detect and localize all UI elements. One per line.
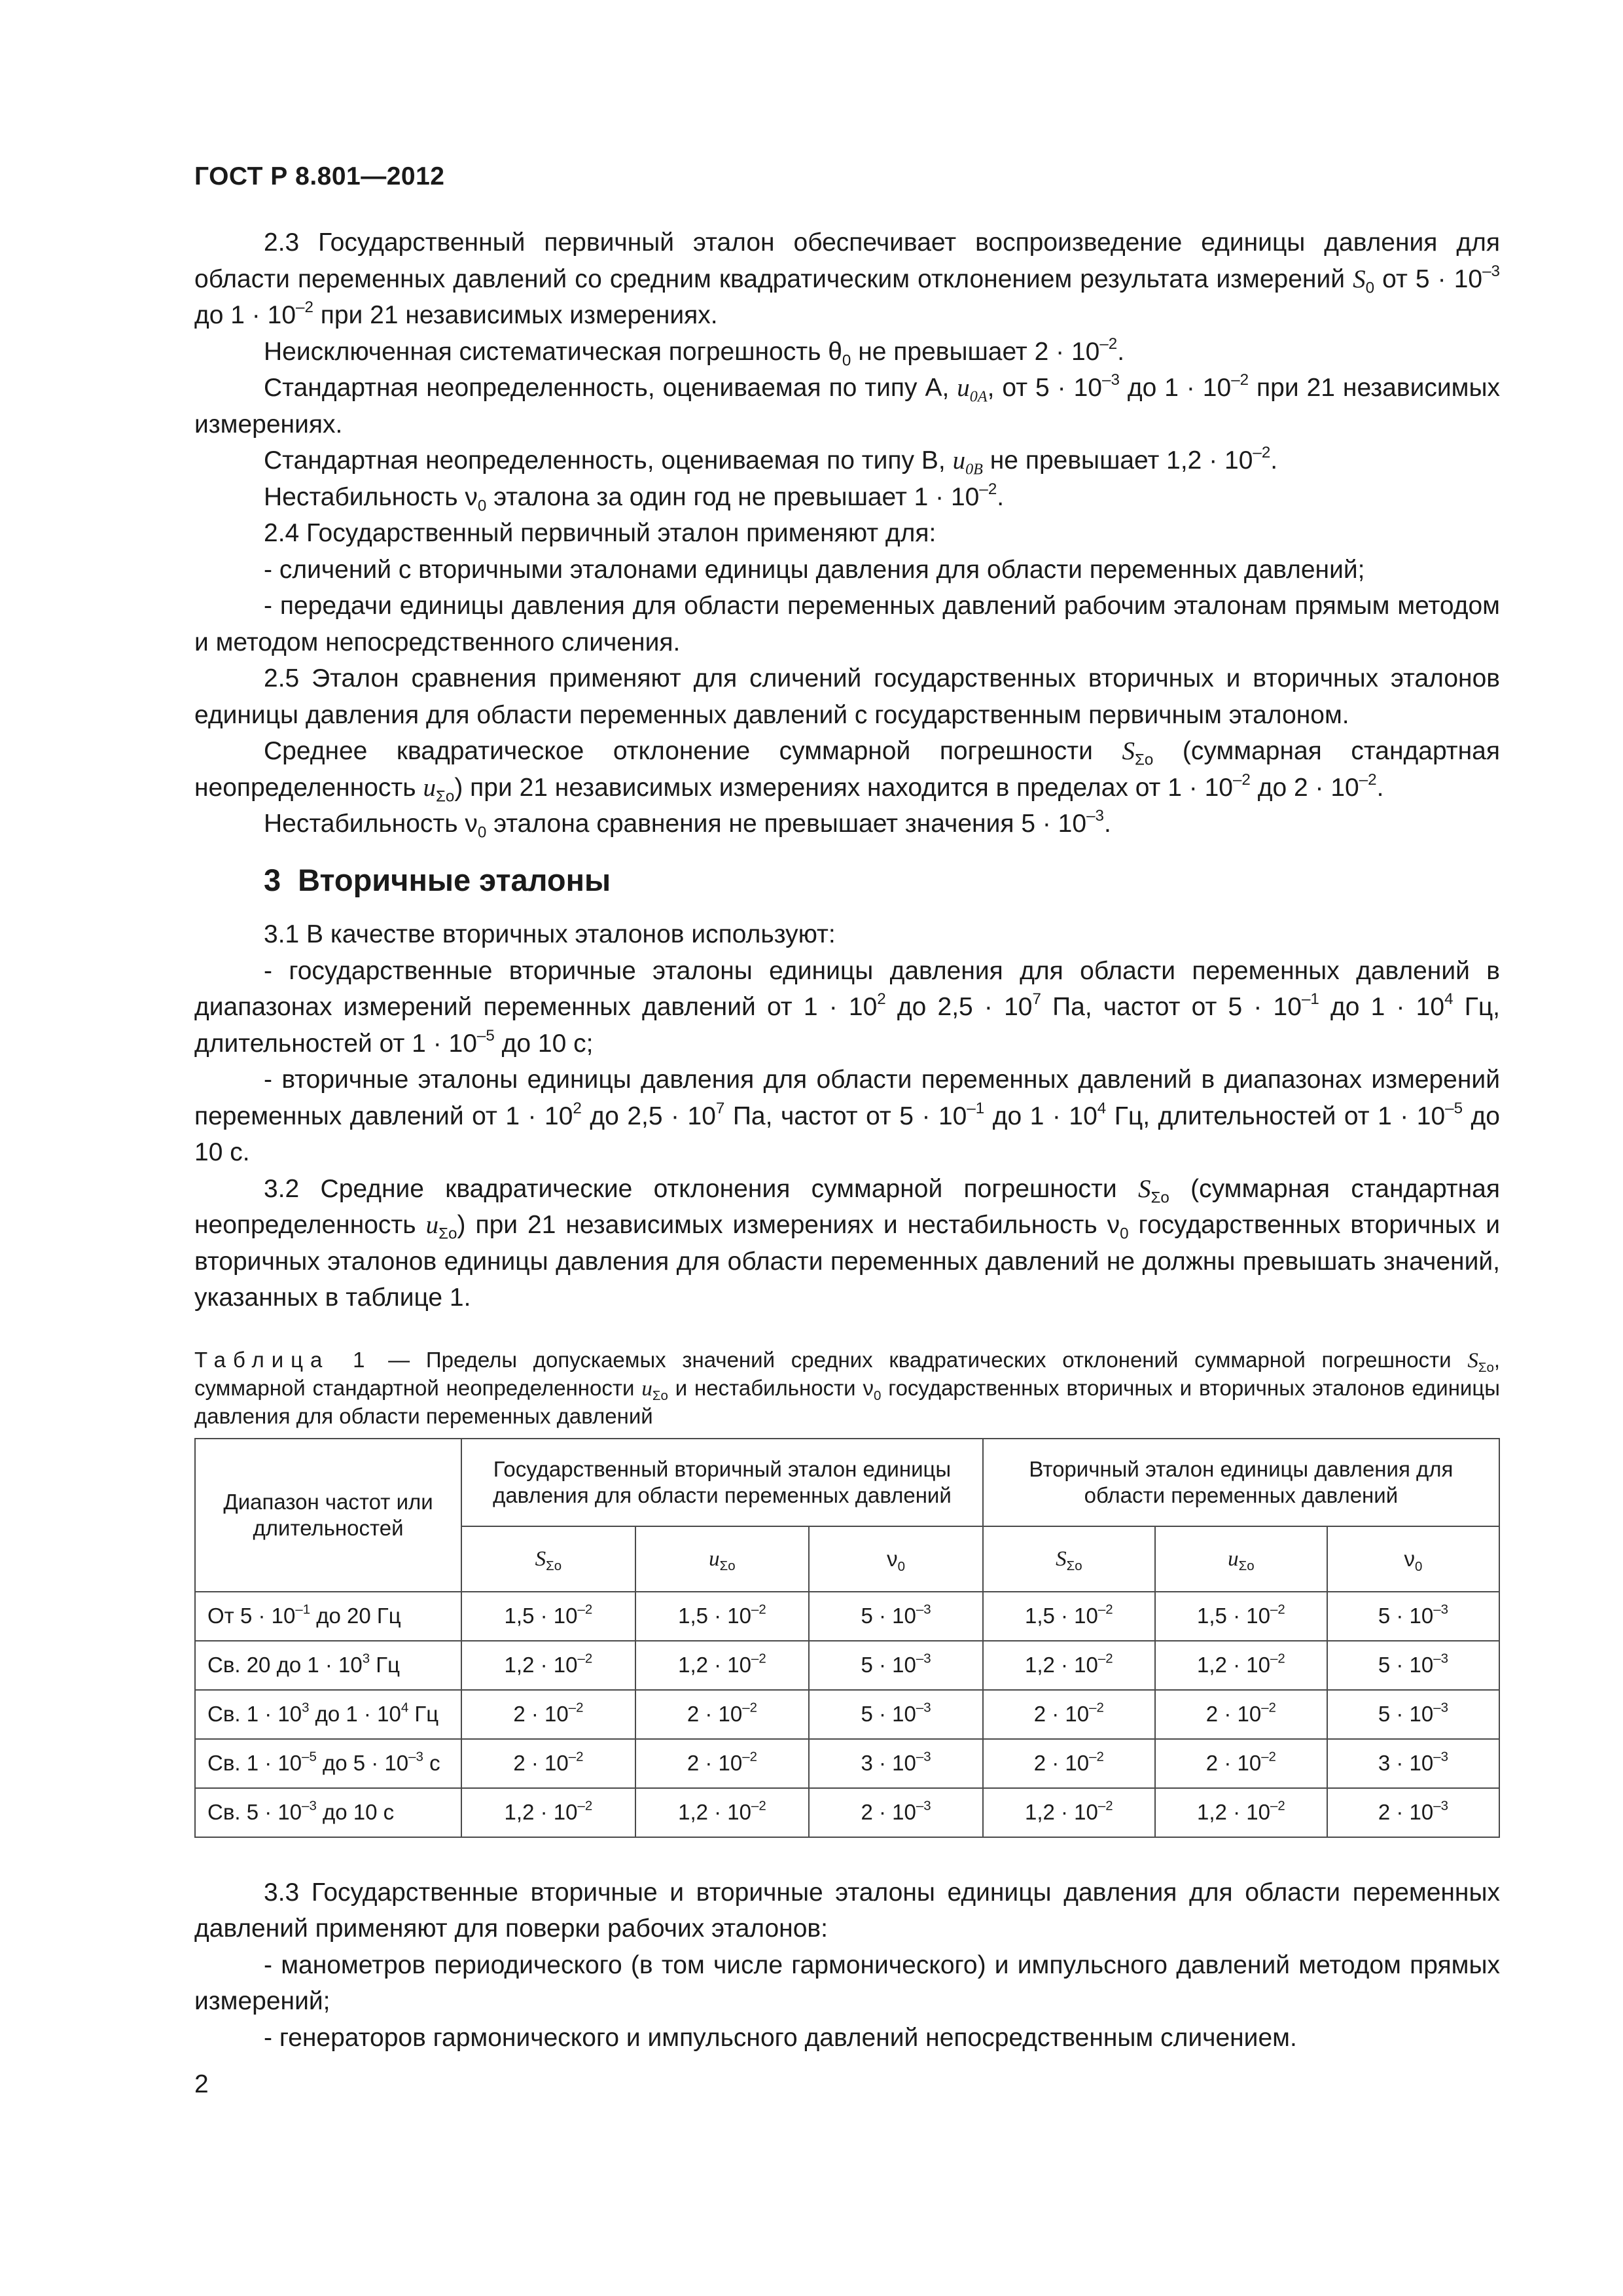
table-cell: $5 \cdot 10^{-3}$ <box>1327 1592 1499 1641</box>
table-cell: $1,2 \cdot 10^{-2}$ <box>461 1788 635 1837</box>
paragraph-comparison-instability: Нестабильность $\nu_0$ эталона сравнения не превышает значения $5 \cdot 10^{-3}$. <box>264 807 1111 842</box>
table-row <box>195 1592 1499 1641</box>
table-cell: $2 \cdot 10^{-2}$ <box>1155 1690 1327 1739</box>
table-cell: $5 \cdot 10^{-3}$ <box>809 1641 983 1690</box>
table-cell-range: Св. $5 \cdot 10^{-3}$ до 10 с <box>195 1788 461 1837</box>
table-cell: $5 \cdot 10^{-3}$ <box>809 1592 983 1641</box>
table-cell-range: Св. $1 \cdot 10^3$ до $1 \cdot 10^4$ Гц <box>195 1690 461 1739</box>
table-cell: $1,5 \cdot 10^{-2}$ <box>983 1592 1155 1641</box>
table-cell-range: Св. $1 \cdot 10^{-5}$ до $5 \cdot 10^{-3}$ с <box>195 1739 461 1788</box>
table-cell: $2 \cdot 10^{-3}$ <box>809 1788 983 1837</box>
table-cell: $2 \cdot 10^{-2}$ <box>635 1739 810 1788</box>
table-row <box>195 1739 1499 1788</box>
paragraph-uncertainty-type-a: Стандартная неопределенность, оцениваемая по типу А, $u_{0A}$, от $5 \cdot 10^{-3}$ до $1 \cdot 10^{-2}$ при 21 независимых измерениях. <box>194 371 1500 439</box>
table-cell: $1,2 \cdot 10^{-2}$ <box>983 1641 1155 1690</box>
section-heading-3: 3 Вторичные эталоны <box>264 862 611 897</box>
table-cell: $2 \cdot 10^{-2}$ <box>461 1690 635 1739</box>
document-header: ГОСТ Р 8.801—2012 <box>194 162 445 190</box>
table-header-nu: $\nu_0$ <box>809 1526 983 1592</box>
table-header-s: $S_{\Sigma о}$ <box>461 1526 635 1592</box>
table-cell: $1,5 \cdot 10^{-2}$ <box>461 1592 635 1641</box>
paragraph-uncertainty-type-b: Стандартная неопределенность, оцениваемая по типу В, $u_{0B}$ не превышает $1,2 \cdot 10^{-2}$. <box>264 444 1278 478</box>
table-cell: $1,2 \cdot 10^{-2}$ <box>635 1788 810 1837</box>
table-cell: $1,2 \cdot 10^{-2}$ <box>983 1788 1155 1837</box>
table-cell: $3 \cdot 10^{-3}$ <box>809 1739 983 1788</box>
list-item-secondary: - вторичные эталоны единицы давления для области переменных давлений в диапазонах измерений переменных давлений от $1 \cdot 10^2$ до $2,5 \cdot 10^7$ Па, частот от $5 \cdot 10^{-1}$ до $1 \cdot 10^4$ Гц, длительностей от $1 \cdot 10^{-5}$ до 10 с. <box>194 1066 1500 1166</box>
paragraph-total-error: Среднее квадратическое отклонение суммарной погрешности $S_{\Sigma о}$ (суммарная стандартная неопределенность $u_{\Sigma о}$) при 21 независимых измерениях находится в пределах от $1 \cdot 10^{-2}$ до $2 \cdot 10^{-2}$. <box>194 737 1500 805</box>
table-cell: $5 \cdot 10^{-3}$ <box>809 1690 983 1739</box>
table-header-u: $u_{\Sigma о}$ <box>1155 1526 1327 1592</box>
table-cell: $2 \cdot 10^{-2}$ <box>983 1739 1155 1788</box>
table-header-range: Диапазон частот или длительностей <box>195 1439 461 1592</box>
table-cell: $5 \cdot 10^{-3}$ <box>1327 1690 1499 1739</box>
document-body <box>194 224 1500 2056</box>
table-cell: $1,2 \cdot 10^{-2}$ <box>461 1641 635 1690</box>
table-cell: $1,5 \cdot 10^{-2}$ <box>1155 1592 1327 1641</box>
table-cell-range: Св. 20 до $1 \cdot 10^3$ Гц <box>195 1641 461 1690</box>
paragraph-3-2: 3.2 Средние квадратические отклонения суммарной погрешности $S_{\Sigma о}$ (суммарная стандартная неопределенность $u_{\Sigma о}$) при 21 независимых измерениях и нестабильность $\nu_0$ государственных вторичных и вторичных эталонов единицы давления для области переменных давлений не должны превышать значений, указанных в таблице 1. <box>194 1174 1500 1312</box>
table-cell: $3 \cdot 10^{-3}$ <box>1327 1739 1499 1788</box>
list-item-manometers: - манометров периодического (в том числе гармонического) и импульсного давлений методом прямых измерений; <box>194 1950 1500 2015</box>
table-row <box>195 1690 1499 1739</box>
table-cell: $1,2 \cdot 10^{-2}$ <box>1155 1641 1327 1690</box>
list-item-generators: - генераторов гармонического и импульсного давлений непосредственным сличением. <box>264 2023 1297 2052</box>
paragraph-systematic-error: Неисключенная систематическая погрешность $\theta_0$ не превышает $2 \cdot 10^{-2}$. <box>264 334 1125 369</box>
table-header-nu: $\nu_0$ <box>1327 1526 1499 1592</box>
paragraph-2-4: 2.4 Государственный первичный эталон применяют для: <box>264 519 936 547</box>
table-row <box>195 1641 1499 1690</box>
table-cell: $2 \cdot 10^{-3}$ <box>1327 1788 1499 1837</box>
table-cell: $2 \cdot 10^{-2}$ <box>635 1690 810 1739</box>
list-item-unit-transfer: - передачи единицы давления для области переменных давлений рабочим эталонам прямым методом и методом непосредственного сличения. <box>194 592 1500 656</box>
limits-table <box>194 1438 1500 1838</box>
table-cell: $1,2 \cdot 10^{-2}$ <box>1155 1788 1327 1837</box>
paragraph-3-1: 3.1 В качестве вторичных эталонов используют: <box>264 920 836 948</box>
table-cell: $5 \cdot 10^{-3}$ <box>1327 1641 1499 1690</box>
list-item-state-secondary: - государственные вторичные эталоны единицы давления для области переменных давлений в диапазонах измерений переменных давлений от $1 \cdot 10^2$ до $2,5 \cdot 10^7$ Па, частот от $5 \cdot 10^{-1}$ до $1 \cdot 10^4$ Гц, длительностей от $1 \cdot 10^{-5}$ до 10 с; <box>194 956 1501 1058</box>
paragraph-instability: Нестабильность $\nu_0$ эталона за один год не превышает $1 \cdot 10^{-2}$. <box>264 480 1005 514</box>
table-header-s: $S_{\Sigma о}$ <box>983 1526 1155 1592</box>
paragraph-2-5: 2.5 Эталон сравнения применяют для сличений государственных вторичных и вторичных эталонов единицы давления для области переменных давлений с государственным первичным эталоном. <box>194 664 1500 729</box>
table-header-state-secondary: Государственный вторичный эталон единицы давления для области переменных давлений <box>461 1439 983 1526</box>
paragraph-2-3: 2.3 Государственный первичный эталон обеспечивает воспроизведение единицы давления для области переменных давлений со средним квадратическим отклонением результата измерений $S_0$ от $5 \cdot 10^{-3}$ до $1 \cdot 10^{-2}$ при 21 независимых измерениях. <box>194 228 1500 329</box>
table-cell: $2 \cdot 10^{-2}$ <box>983 1690 1155 1739</box>
list-item-comparisons: - сличений с вторичными эталонами единицы давления для области переменных давлений; <box>264 555 1365 584</box>
table-header-secondary: Вторичный эталон единицы давления для области переменных давлений <box>983 1439 1499 1526</box>
table-cell-range: От $5 \cdot 10^{-1}$ до 20 Гц <box>195 1592 461 1641</box>
table-header-u: $u_{\Sigma о}$ <box>635 1526 810 1592</box>
table-cell: $1,5 \cdot 10^{-2}$ <box>635 1592 810 1641</box>
table-cell: $2 \cdot 10^{-2}$ <box>461 1739 635 1788</box>
table-caption: Таблица 1 — Пределы допускаемых значений средних квадратических отклонений суммарной погрешности $S_{\Sigma о}$, суммарной стандартной неопределенности $u_{\Sigma о}$ и нестабильности $\nu_0$ государственных вторичных и вторичных эталонов единицы давления для области переменных давлений <box>194 1347 1500 1428</box>
table-cell: $1,2 \cdot 10^{-2}$ <box>635 1641 810 1690</box>
table-cell: $2 \cdot 10^{-2}$ <box>1155 1739 1327 1788</box>
table-row <box>195 1788 1499 1837</box>
page-number: 2 <box>194 2070 209 2098</box>
paragraph-3-3: 3.3 Государственные вторичные и вторичные эталоны единицы давления для области переменных давлений применяют для поверки рабочих эталонов: <box>194 1878 1500 1943</box>
